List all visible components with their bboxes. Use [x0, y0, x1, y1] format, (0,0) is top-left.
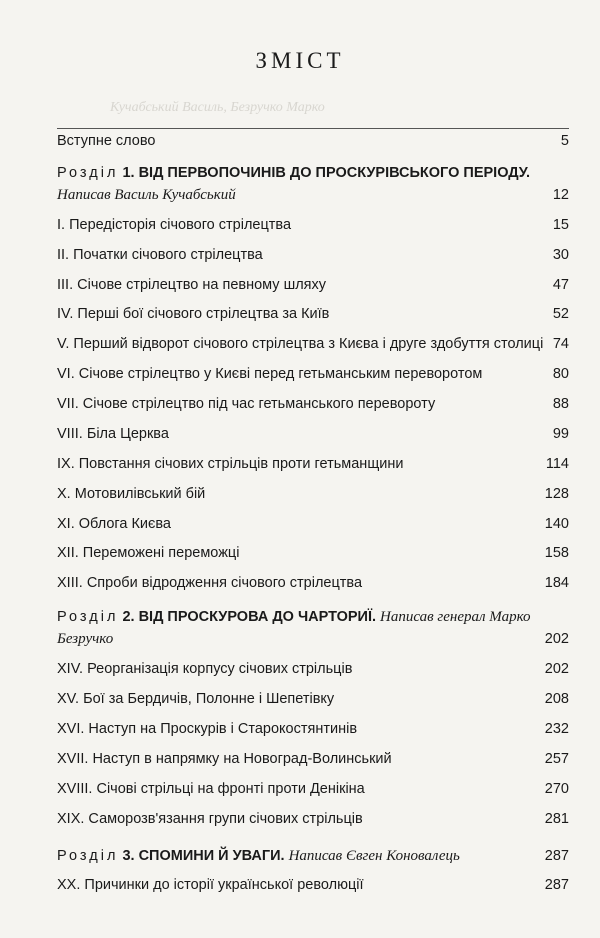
- toc-entry-label: XI. Облога Києва: [57, 516, 171, 532]
- toc-entry-page: 287: [544, 877, 569, 893]
- toc-section-2: [57, 606, 569, 650]
- section-number: 1.: [122, 165, 135, 181]
- toc-entry-label: VII. Січове стрілецтво під час гетьманського перевороту: [57, 396, 436, 412]
- toc-entry: [57, 688, 569, 710]
- toc-entry: [57, 274, 569, 296]
- toc-entry-label: X. Мотовилівський бій: [57, 486, 206, 502]
- toc-entry-page: 287: [544, 848, 569, 864]
- toc-entry-label: XIII. Спроби відродження січового стрілецтва: [57, 575, 363, 591]
- section-author: Написав Євген Коновалець: [288, 848, 460, 864]
- toc-entry-page: 202: [544, 631, 569, 647]
- toc-entry: [57, 748, 569, 770]
- toc-entry-label: XV. Бої за Бердичів, Полонне і Шепетівку: [57, 691, 335, 707]
- toc-entry-page: 12: [552, 187, 569, 203]
- section-title: СПОМИНИ Й УВАГИ.: [138, 848, 285, 864]
- section-number: 3.: [122, 848, 135, 864]
- toc-entry: [57, 393, 569, 415]
- section-author: Написав генерал Марко: [380, 609, 531, 625]
- toc-entry-page: 74: [552, 336, 569, 352]
- toc-entry-page: 140: [544, 516, 569, 532]
- toc-entry: [57, 453, 569, 475]
- toc-entry-page: 208: [544, 691, 569, 707]
- toc-entry: [57, 423, 569, 445]
- section-prefix: Розділ: [57, 165, 119, 181]
- section-title: ВІД ПЕРВОПОЧИНІВ ДО ПРОСКУРІВСЬКОГО ПЕРІОДУ.: [138, 165, 531, 181]
- toc-entry: [57, 333, 569, 355]
- toc-entry-label: XX. Причинки до історії української революції: [57, 877, 364, 893]
- section-author-cont: Безручко: [57, 631, 114, 647]
- toc-entry-page: 88: [552, 396, 569, 412]
- toc-entry: [57, 874, 569, 896]
- toc-entry: [57, 130, 569, 152]
- page-title: ЗМІСТ: [255, 48, 345, 73]
- toc-entry-label: IX. Повстання січових стрільців проти гетьманщини: [57, 456, 404, 472]
- toc-entry: [57, 303, 569, 325]
- toc-entry-label: I. Передісторія січового стрілецтва: [57, 217, 292, 233]
- toc-entry-label: XVII. Наступ в напрямку на Новоград-Волинський: [57, 751, 392, 767]
- toc-entry: [57, 483, 569, 505]
- toc-entry-page: 114: [545, 456, 569, 472]
- toc-entry-label: XII. Переможені переможці: [57, 545, 240, 561]
- toc-entry-label: VI. Січове стрілецтво у Києві перед гетьманським переворотом: [57, 366, 483, 382]
- section-author: Написав Василь Кучабський: [57, 187, 236, 203]
- toc-entry-label: IV. Перші бої січового стрілецтва за Київ: [57, 306, 330, 322]
- toc-entry-page: 15: [552, 217, 569, 233]
- toc-entry-label: II. Початки січового стрілецтва: [57, 247, 263, 263]
- toc-entry-label: Вступне слово: [57, 133, 156, 149]
- toc-entry-page: 202: [544, 661, 569, 677]
- toc-entry-label: XVI. Наступ на Проскурів і Старокостянтинів: [57, 721, 358, 737]
- toc-entry-page: 184: [544, 575, 569, 591]
- toc-section-3: [57, 845, 569, 867]
- toc-entry-label: XVIII. Січові стрільці на фронті проти Денікіна: [57, 781, 365, 797]
- toc-entry-page: 281: [544, 811, 569, 827]
- toc-entry: [57, 778, 569, 800]
- toc-entry-page: 158: [544, 545, 569, 561]
- toc-entry-page: 99: [552, 426, 569, 442]
- toc-entry-label: XIV. Реорганізація корпусу січових стрільців: [57, 661, 353, 677]
- toc-entry: [57, 718, 569, 740]
- toc-entry-page: 80: [552, 366, 569, 382]
- toc-entry-page: 47: [552, 277, 569, 293]
- toc-entry-label: V. Перший відворот січового стрілецтва з Києва і друге здобуття столиці: [57, 336, 544, 352]
- toc-entry: [57, 513, 569, 535]
- toc-entry-page: 5: [560, 133, 569, 149]
- toc-entry: [57, 808, 569, 830]
- toc-entry: [57, 658, 569, 680]
- toc-section-1: [57, 162, 569, 206]
- toc-entry-label: III. Січове стрілецтво на певному шляху: [57, 277, 327, 293]
- section-number: 2.: [122, 609, 135, 625]
- toc-entry-label: XIX. Саморозв'язання групи січових стрільців: [57, 811, 363, 827]
- toc-entry-page: 52: [552, 306, 569, 322]
- toc-entry: [57, 542, 569, 564]
- toc-entry: [57, 363, 569, 385]
- toc-entry-page: 257: [544, 751, 569, 767]
- toc-entry: [57, 244, 569, 266]
- section-prefix: Розділ: [57, 848, 119, 864]
- toc-entry-page: 270: [544, 781, 569, 797]
- toc-entry-label: VIII. Біла Церква: [57, 426, 169, 442]
- toc-entry: [57, 572, 569, 594]
- toc-entry-page: 30: [552, 247, 569, 263]
- toc-entry-page: 128: [544, 486, 569, 502]
- toc-entry-page: 232: [544, 721, 569, 737]
- section-title: ВІД ПРОСКУРОВА ДО ЧАРТОРИЇ.: [138, 609, 377, 625]
- section-prefix: Розділ: [57, 609, 119, 625]
- toc-entry: [57, 214, 569, 236]
- show-through-text: Кучабський Василь, Безручко Марко: [110, 100, 325, 115]
